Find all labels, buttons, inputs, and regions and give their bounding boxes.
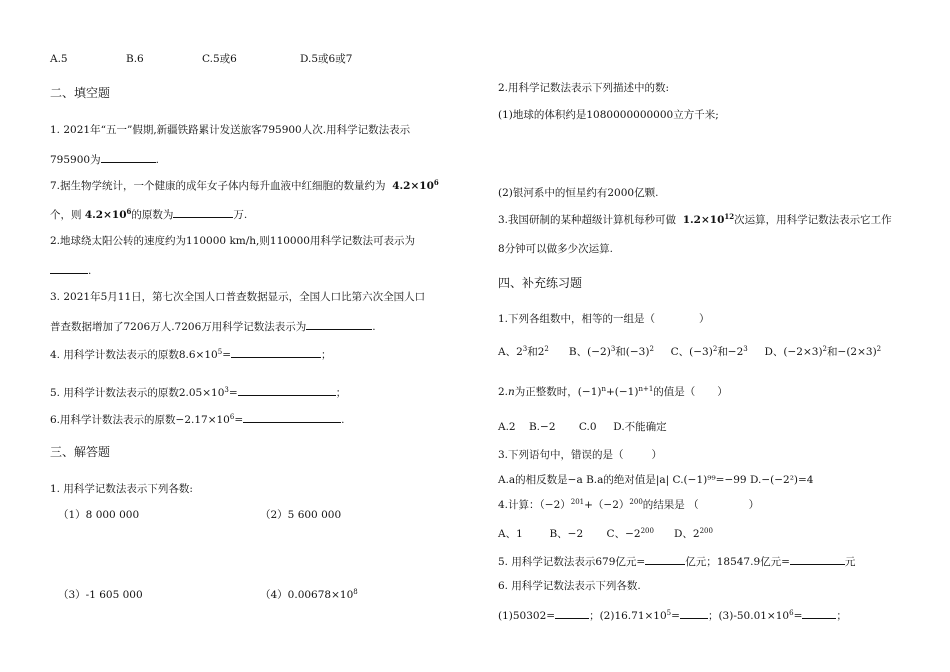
q2-line2: . [50, 262, 91, 278]
answer-blank[interactable] [50, 262, 88, 274]
answer-blank[interactable] [645, 553, 685, 565]
p4-line: 4.计算：$(-2)^{201}+(-2)^{200}$的结果是 （ ） [498, 498, 760, 511]
answer-blank[interactable] [231, 346, 321, 358]
q1-line2: 795900为 . [50, 151, 159, 167]
q5-line: 5. 用科学计数法表示的原数$2.05\times 10^3=$ ； [50, 386, 347, 399]
answer-blank[interactable] [243, 411, 341, 423]
s3-q1: 1. 用科学记数法表示下列各数: [50, 483, 193, 495]
answer-blank[interactable] [306, 318, 372, 330]
r-q2-2: (2)银河系中的恒星约有2000亿颗. [498, 187, 659, 199]
q7-line2: 个，则 $4.2\times 10^6$的原数为 万. [50, 207, 248, 221]
r-q3-line2: 8分钟可以做多少次运算. [498, 243, 614, 255]
section-2-title: 二、填空题 [50, 86, 111, 100]
r-q3-line1: 3.我国研制的某种超级计算机每秒可做 $1.2\times 10^{12}$次运算，用科学记数法表示它工作 [498, 212, 892, 226]
p3-line: 3.下列语句中，错误的是（ ） [498, 449, 663, 461]
option-b: B.6 [126, 53, 144, 65]
q3-line1: 3. 2021年5月11日，第七次全国人口普查数据显示，全国人口比第六次全国人口 [50, 291, 426, 303]
q6-line: 6.用科学计数法表示的原数$-2.17\times 10^6=$ . [50, 413, 345, 426]
p2-line: 2.n为正整数时，$(-1)^n+(-1)^{n+1}$的值是（ ） [498, 385, 728, 398]
q2-line1: 2.地球绕太阳公转的速度约为110000 km/h,则110000用科学记数法可表示为 [50, 235, 415, 247]
q4-line: 4. 用科学计数法表示的原数$8.6\times 10^5=$ ； [50, 348, 332, 361]
s3-item-4: $(4)0.00678\times 10^8$ [260, 588, 358, 601]
s3-item-2: （2）5 600 000 [260, 509, 342, 521]
p6-line: (1)50302= ；$(2)16.71\times 10^5=$ ；$(3)-50.01\times 10^6=$ ； [498, 609, 847, 622]
p1-line: 1.下列各组数中，相等的一组是（ ） [498, 313, 710, 325]
option-a: A.5 [50, 53, 68, 65]
p3-options: A.a的相反数是−a B.a的绝对值是|a| C.(−1)⁹⁹=−99 D.−(−2²)=4 [498, 474, 814, 486]
answer-blank[interactable] [802, 607, 836, 619]
section-3-title: 三、解答题 [50, 445, 111, 459]
r-q2-title: 2.用科学记数法表示下列描述中的数: [498, 82, 670, 94]
q3-line2: 普查数据增加了7206万人.7206万用科学记数法表示为 . [50, 318, 376, 334]
r-q2-1: (1)地球的体积约是1080000000000立方千米; [498, 109, 719, 121]
s3-item-1: （1）8 000 000 [58, 509, 140, 521]
answer-blank[interactable] [555, 607, 589, 619]
p1-options: A、$2^3$和$2^2$ B、$(-2)^3$和$(-3)^2$ C、$(-3)^2$和$-2^3$ D、$(-2\times 3)^2$和$-(2\times 3)^2$ [498, 345, 882, 358]
section-4-title: 四、补充练习题 [498, 276, 583, 290]
answer-blank[interactable] [238, 384, 336, 396]
answer-blank[interactable] [680, 607, 708, 619]
answer-blank[interactable] [173, 206, 233, 218]
p4-options: A、1 B、−2 C、$-2^{200}$ D、$2^{200}$ [498, 527, 713, 540]
p5-line: 5. 用科学记数法表示679亿元= 亿元；18547.9亿元= 元 [498, 553, 855, 569]
q1-line1: 1. 2021年“五一”假期,新疆铁路累计发送旅客795900人次.用科学记数法表示 [50, 124, 411, 136]
answer-blank[interactable] [101, 151, 156, 163]
option-d: D.5或6或7 [300, 53, 353, 65]
answer-blank[interactable] [790, 553, 845, 565]
q7-line1: 7.据生物学统计，一个健康的成年女子体内每升血液中红细胞的数量约为 $4.2\times 10^6$ [50, 178, 439, 192]
option-c: C.5或6 [202, 53, 237, 65]
s3-item-3: （3）-1 605 000 [58, 589, 143, 601]
p6-title: 6. 用科学记数法表示下列各数. [498, 580, 641, 592]
p2-options: A.2 B.−2 C.0 D.不能确定 [498, 421, 667, 433]
